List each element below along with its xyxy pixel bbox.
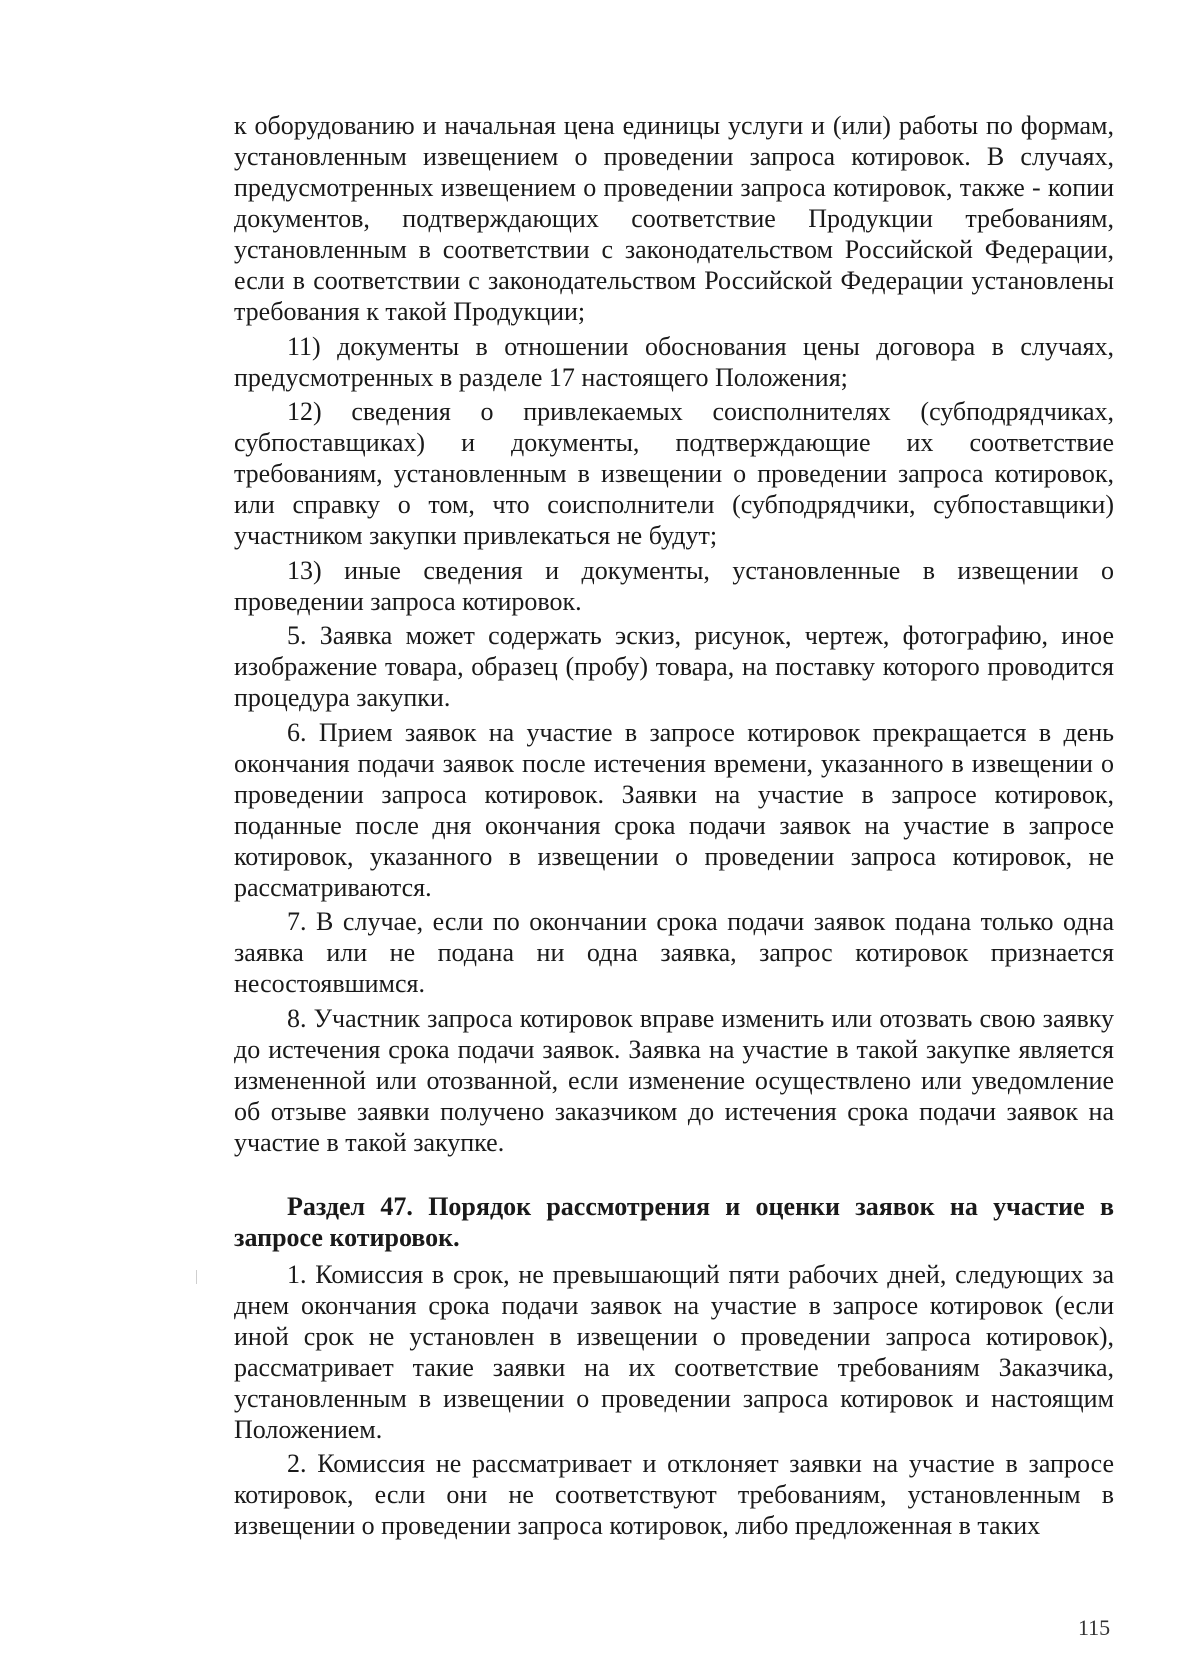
paragraph-item-12: 12) сведения о привлекаемых соисполнителях (субподрядчиках, субпоставщиках) и документы, подтверждающие их соответствие требованиям, установленным в извещении о проведении запроса котировок, или справку о том, что соисполнители (субподрядчики, субпоставщики) участником закупки привлекаться не будут; <box>234 397 1114 550</box>
scan-artifact <box>196 1270 197 1284</box>
section-paragraph-1: 1. Комиссия в срок, не превышающий пяти рабочих дней, следующих за днем окончания срока подачи заявок на участие в запросе котировок (если иной срок не установлен в извещении о проведении запроса котировок), рассматривает такие заявки на их соответствие требованиям Заказчика, установленным в извещении о проведении запроса котировок и настоящим Положением. <box>234 1259 1114 1444</box>
paragraph-point-6: 6. Прием заявок на участие в запросе котировок прекращается в день окончания подачи заявок после истечения времени, указанного в извещении о проведении запроса котировок. Заявки на участие в запросе котировок, поданные после дня окончания срока подачи заявок на участие в запросе котировок, указанного в извещении о проведении запроса котировок, не рассматриваются. <box>234 717 1114 902</box>
section-heading: Раздел 47. Порядок рассмотрения и оценки заявок на участие в запросе котировок. <box>234 1191 1114 1252</box>
paragraph-item-11: 11) документы в отношении обоснования цены договора в случаях, предусмотренных в разделе 17 настоящего Положения; <box>234 331 1114 392</box>
paragraph-continuation: к оборудованию и начальная цена единицы услуги и (или) работы по формам, установленным извещением о проведении запроса котировок. В случаях, предусмотренных извещением о проведении запроса котировок, также - копии документов, подтверждающих соответствие Продукции требованиям, установленным в соответствии с законодательством Российской Федерации, если в соответствии с законодательством Российской Федерации установлены требования к такой Продукции; <box>234 111 1114 326</box>
document-body <box>234 110 1114 1545</box>
paragraph-point-8: 8. Участник запроса котировок вправе изменить или отозвать свою заявку до истечения срока подачи заявок. Заявка на участие в такой закупке является измененной или отозванной, если изменение осуществлено или уведомление об отзыве заявки получено заказчиком до истечения срока подачи заявок на участие в такой закупке. <box>234 1003 1114 1157</box>
section-paragraph-2: 2. Комиссия не рассматривает и отклоняет заявки на участие в запросе котировок, если они не соответствуют требованиям, установленным в извещении о проведении запроса котировок, либо предложенная в таких <box>234 1449 1114 1540</box>
page-number: 115 <box>1078 1615 1111 1640</box>
paragraph-point-5: 5. Заявка может содержать эскиз, рисунок, чертеж, фотографию, иное изображение товара, образец (пробу) товара, на поставку которого проводится процедура закупки. <box>234 621 1114 712</box>
paragraph-item-13: 13) иные сведения и документы, установленные в извещении о проведении запроса котировок. <box>234 555 1114 616</box>
paragraph-point-7: 7. В случае, если по окончании срока подачи заявок подана только одна заявка или не подана ни одна заявка, запрос котировок признается несостоявшимся. <box>234 907 1114 998</box>
